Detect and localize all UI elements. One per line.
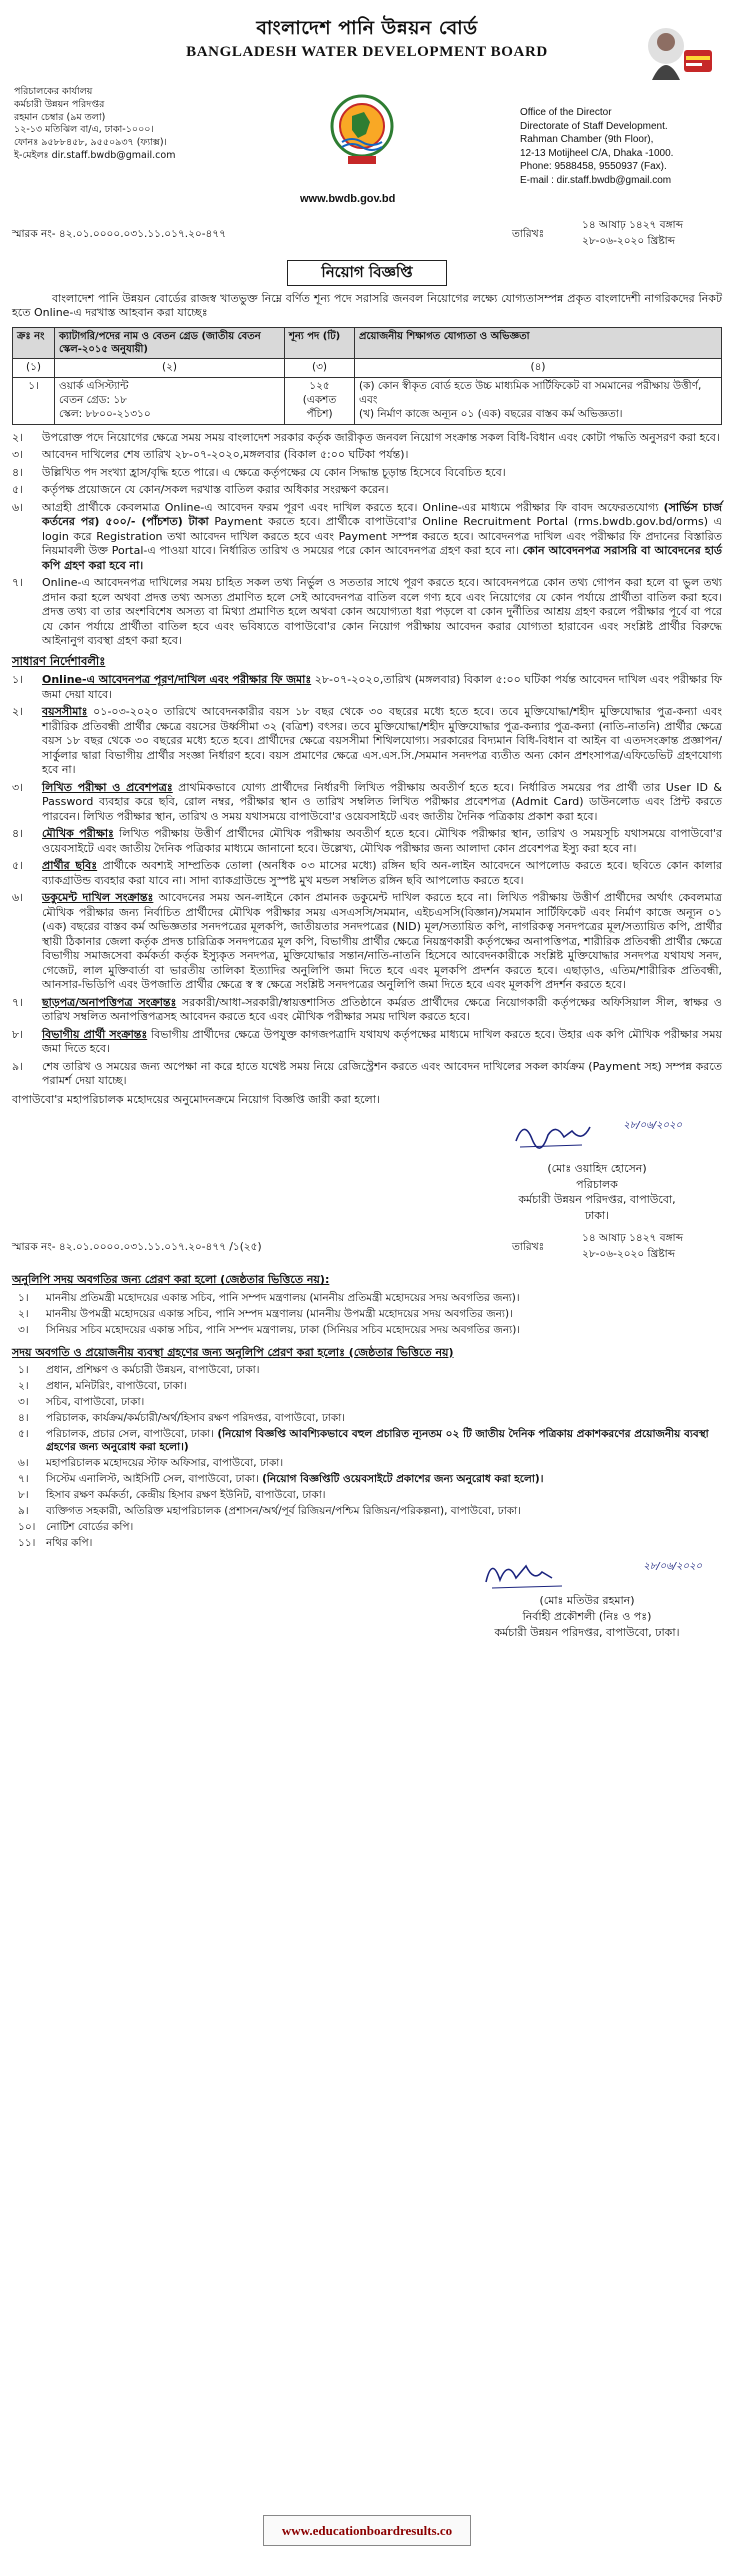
item-number: ৪।: [18, 1411, 29, 1424]
vacancy-words: (একশত পঁচিশ): [302, 393, 337, 420]
list-item: [12, 1364, 722, 1378]
item-heading: বয়সসীমাঃ: [42, 705, 88, 719]
address-line: ই-মেইলঃ dir.staff.bwdb@gmail.com: [14, 150, 176, 162]
org-name-bangla: বাংলাদেশ পানি উন্নয়ন বোর্ড: [256, 17, 478, 39]
item-body: প্রধান, প্রশিক্ষণ ও কর্মচারী উন্নয়ন, বাপাউবো, ঢাকা।: [46, 1364, 260, 1377]
item-text: [42, 781, 722, 825]
list-item: [12, 1537, 722, 1551]
item-number: ৯।: [12, 1059, 24, 1073]
item-number: ১।: [18, 1291, 29, 1304]
item-number: ২।: [18, 1307, 29, 1320]
watermark-text: www.educationboardresults.co: [263, 2515, 471, 2546]
signatory-title: পরিচালক: [576, 1177, 618, 1191]
item-text: [46, 1412, 722, 1426]
issue-dates: [582, 218, 683, 250]
list-item: [12, 1457, 722, 1471]
list-item: [12, 1060, 722, 1089]
cc-info-list: [12, 1292, 722, 1338]
item-body: নথির কপি।: [46, 1536, 93, 1549]
item-text: কর্তৃপক্ষ প্রয়োজনে যে কোন/সকল দরখাস্ত বাতিল করার অধিকার সংরক্ষণ করেন।: [42, 483, 389, 497]
post-name: ওয়ার্ক এসিস্ট্যান্ট: [59, 380, 129, 393]
item-text: [42, 1028, 722, 1057]
address-line: Office of the Director: [520, 107, 612, 118]
table-header-row: [13, 327, 722, 358]
address-line: Phone: 9588458, 9550937 (Fax).: [520, 161, 667, 172]
item-number: ৯।: [18, 1504, 29, 1517]
item-text: [46, 1473, 722, 1487]
item-heading: মৌখিক পরীক্ষাঃ: [42, 827, 114, 841]
item-number: ৭।: [12, 576, 24, 590]
list-item: [12, 1292, 722, 1306]
cc-info-title: অনুলিপি সদয় অবগতির জন্য প্রেরণ করা হলো (জেষ্ঠতার ভিত্তিতে নয়):: [12, 1273, 330, 1287]
main-conditions: [12, 431, 722, 649]
approval-line: বাপাউবো'র মহাপরিচালক মহোদয়ের অনুমোদনক্রমে নিয়োগ বিজ্ঞপ্তি জারী করা হলো।: [12, 1092, 380, 1106]
item-text: [46, 1489, 722, 1503]
list-item: [12, 1308, 722, 1322]
general-instructions: [12, 673, 722, 1089]
signatory: [472, 1561, 702, 1640]
item-number: ২।: [18, 1379, 29, 1392]
item-body: পরিচালক, প্রচার সেল, বাপাউবো, ঢাকা।: [46, 1427, 218, 1440]
item-body: ব্যক্তিগত সহকারী, অতিরিক্ত মহাপরিচালক (প্রশাসন/অর্থ/পূর্ব রিজিয়ন/পশ্চিম রিজিয়ন/পরিকল্পনা), বাপাউবো, ঢাকা।: [46, 1504, 521, 1517]
item-number: ২।: [12, 705, 24, 719]
pay-scale: স্কেল: ৮৮০০-২১৩১০: [59, 407, 151, 420]
item-text: মাননীয় উপমন্ত্রী মহোদয়ের একান্ত সচিব, পানি সম্পদ মন্ত্রণালয় (মাননীয় উপমন্ত্রী মহোদয়ের সদয় অবগতির জন্য)।: [46, 1307, 513, 1320]
list-item: [12, 1396, 722, 1410]
issue-dates: [582, 1231, 683, 1263]
reference-row: [12, 216, 722, 254]
list-item: [12, 673, 722, 702]
no-hardcopy-note: কোন আবেদনপত্র সরাসরি বা আবেদনের হার্ড কপি গ্রহণ করা হবে না।: [42, 544, 722, 572]
item-body: নোটিশ বোর্ডের কপি।: [46, 1520, 134, 1533]
date-bangla: ১৪ আষাঢ় ১৪২৭ বঙ্গাব্দ: [582, 219, 683, 231]
intro-paragraph: বাংলাদেশ পানি উন্নয়ন বোর্ডের রাজস্ব খাতভুক্ত নিম্নে বর্ণিত শূন্য পদে সরাসরি জনবল নিয়োগের লক্ষ্যে যোগ্যতাসম্পন্ন প্রকৃত বাংলাদেশী নাগরিকদের নিকট হতে Online-এ দরখাস্ত আহবান করা যাচ্ছেঃ: [12, 291, 722, 320]
list-item: [12, 1505, 722, 1519]
list-item: [12, 1380, 722, 1394]
item-text: [42, 859, 722, 888]
list-item: [12, 1473, 722, 1487]
item-text: [46, 1396, 722, 1410]
qualification-a: (ক) কোন স্বীকৃত বোর্ড হতে উচ্চ মাধ্যমিক সার্টিফিকেট বা সমমানের পরীক্ষায় উত্তীর্ণ, এবং: [359, 380, 702, 406]
signatory: [512, 1120, 682, 1223]
item-text: [42, 501, 722, 574]
notice-title: নিয়োগ বিজ্ঞপ্তি: [287, 260, 447, 286]
list-item: [12, 1521, 722, 1535]
item-number: ৫।: [18, 1427, 29, 1440]
item-number: ৩।: [12, 780, 24, 794]
address-line: কর্মচারী উন্নয়ন পরিদপ্তর: [14, 98, 105, 110]
list-item: [12, 1412, 722, 1426]
item-text: সিনিয়র সচিব মহোদয়ের একান্ত সচিব, পানি সম্পদ মন্ত্রণালয়, ঢাকা (সিনিয়র সচিব মহোদয়ের সদয় অবগতির জন্য)।: [46, 1323, 521, 1336]
item-number: ৩।: [12, 448, 24, 462]
list-item: [12, 1489, 722, 1503]
item-number: ১০।: [18, 1520, 36, 1533]
item-text-part: আগ্রহী প্রার্থীকে কেবলমাত্র Online-এ আবেদন ফরম পূরণ এবং দাখিল করতে হবে। Online-এর মাধ্যমে পরীক্ষার ফি বাবদ অফেরতযোগ্য: [42, 500, 664, 514]
item-text: [42, 1060, 722, 1089]
item-heading: Online-এ আবেদনপত্র পূরণ/দাখিল এবং পরীক্ষার ফি জমাঃ: [42, 673, 312, 687]
column-number: (৪): [355, 359, 722, 378]
office-address-bangla: [14, 86, 249, 163]
item-heading: লিখিত পরীক্ষা ও প্রবেশপত্রঃ: [42, 780, 173, 794]
website-url[interactable]: www.bwdb.gov.bd: [300, 193, 396, 205]
item-heading: বিভাগীয় প্রার্থী সংক্রান্তঃ: [42, 1027, 148, 1041]
cc-action-title: সদয় অবগতি ও প্রয়োজনীয় ব্যবস্থা গ্রহণের জন্য অনুলিপি প্রেরণ করা হলোঃ (জেষ্ঠতার ভিত্তিতে নয়): [12, 1345, 454, 1359]
item-body: পরিচালক, কার্যক্রম/কর্মচারী/অর্থ/হিসাব রক্ষণ পরিদপ্তর, বাপাউবো, ঢাকা।: [46, 1411, 345, 1424]
item-number: ৩।: [18, 1323, 29, 1336]
list-item: [12, 705, 722, 778]
table-subheader-row: [13, 359, 722, 378]
list-item: [12, 466, 722, 481]
memo-number: স্মারক নং- ৪২.০১.০০০০.০৩১.১১.০১৭.২০-৪৭৭ /১(২৫): [12, 1241, 262, 1254]
list-item: [12, 891, 722, 993]
list-item: [12, 1028, 722, 1057]
item-number: ১।: [12, 673, 24, 687]
qualification-cell: [355, 378, 722, 425]
item-text-part: Payment করতে হবে। প্রার্থীকে বাপাউবো'র Online Recruitment Portal (rms.bwdb.gov.bd/orms) এ login করে Registration তথা আবেদন দাখিল করতে হবে এবং Payment সম্পন্ন করতে হবে। আবেদনপত্র দাখিল এবং পরীক্ষার ফি প্রদানের বিস্তারিত নিয়মাবলী উক্ত Portal-এ পাওয়া যাবে। নির্ধারিত তারিখ ও সময়ের পরে কোন আবেদনপত্র গ্রহণ করা হবে না।: [42, 515, 722, 558]
item-body: আবেদনের সময় অন-লাইনে কোন প্রমানক ডকুমেন্ট দাখিল করতে হবে না। লিখিত পরীক্ষায় উত্তীর্ণ প্রার্থীদের অর্থাৎ কেবলমাত্র মৌখিক পরীক্ষার জন্য নির্বাচিত প্রার্থীদের মৌখিক পরীক্ষার সময় এসএসসি/সমমান, এইচএসসি(বিজ্ঞান)/সমমান সার্টিফিকেট এবং নির্মাণ কাজে অন্যূন ০১ (এক) বছরের বাস্তব কর্ম অভিজ্ঞতার সনদপত্রের মূলকপি, জাতীয়তার সনদপত্রের (NID) মূল/সত্যায়িত কপি, নাগরিকত্ব সনদপত্রের মূল/সত্যায়িত কপি, প্রার্থীর স্থায়ী ঠিকানার জেলা কর্তৃক প্রদত্ত চারিত্রিক সনদপত্রের মূল কপি, বিভাগীয় প্রার্থীর ক্ষেত্রে নিয়ন্ত্রণকারী কর্তৃপক্ষের অনাপত্তিপত্র, শারীরিক প্রতিবন্ধী প্রার্থীর ক্ষেত্রে বিভাগীয় সমাজসেবা কর্মকর্তা কর্তৃক ইস্যুকৃত সনদপত্র, মুক্তিযোদ্ধার সন্তান/নাতি-নাতনি হিসেবে আবেদনকারীকে সংশ্লিষ্ট মুক্তিযোদ্ধার সনদপত্র যথাযথ সনদ, গেজেট, লাল মুক্তিবার্তা বা ভারতীয় তালিকা ইত্যাদির অনুলিপি জমা দিতে হবে এবং মূলকপি প্রদর্শন করতে হবে। এছাড়াও, এতিম/শারীরিক প্রতিবন্ধী, আনসার-ভিডিপি এবং উপজাতি প্রার্থীর ক্ষেত্রে স্ব স্ব ক্ষেত্রে সংশ্লিষ্ট সনদপত্রের অনুলিপি জমা দিতে হবে এবং মূলকপি প্রদর্শন করতে হবে।: [42, 891, 722, 992]
signatory-name: (মোঃ মতিউর রহমান): [539, 1593, 635, 1607]
item-text: [42, 705, 722, 778]
signature-date: ২৮/০৬/২০২০: [643, 1561, 702, 1573]
item-text: [42, 827, 722, 856]
letterhead: [12, 16, 722, 205]
address-line: E-mail : dir.staff.bwdb@gmail.com: [520, 174, 672, 186]
item-text: উপরোক্ত পদে নিয়োগের ক্ষেত্রে সময় সময় বাংলাদেশ সরকার কর্তৃক জারীকৃত জনবল নিয়োগ সংক্রান্ত সকল বিধি-বিধান এবং কোটা পদ্ধতি অনুসরণ করা হবে।: [42, 430, 720, 444]
item-heading: প্রার্থীর ছবিঃ: [42, 859, 98, 873]
item-text: [46, 1380, 722, 1394]
item-text: [46, 1364, 722, 1378]
date-label: তারিখঃ: [512, 1241, 545, 1254]
list-item: [12, 859, 722, 888]
item-number: ৬।: [12, 891, 24, 905]
address-line: পরিচালকের কার্যালয়: [14, 86, 93, 97]
column-header: শূন্য পদ (টি): [285, 327, 355, 358]
address-line: ফোনঃ ৯৫৮৮৪৫৮, ৯৫৫০৯৩৭ (ফ্যাক্স)।: [14, 137, 167, 149]
reference-row-copy: [12, 1229, 722, 1265]
item-body: প্রার্থীকে অবশ্যই সাম্প্রতিক তোলা (অনধিক ০৩ মাসের মধ্যে) রঙ্গিন ছবি অন-লাইন আবেদনে আপলোড করতে হবে। ছবিতে কোন কালার ব্যাকগ্রাউন্ড ব্যবহার করা যাবে না। সাদা ব্যাকগ্রাউন্ডে সুস্পষ্ট মুখ মন্ডল সম্বলিত রঙ্গিন ছবি আপলোড করতে হবে।: [42, 859, 722, 887]
list-item: [12, 827, 722, 856]
item-number: ৬।: [12, 500, 24, 514]
list-item: [12, 501, 722, 574]
item-body: সিস্টেম এনালিস্ট, আইসিটি সেল, বাপাউবো, ঢাকা।: [46, 1473, 263, 1486]
item-number: ৭।: [18, 1473, 29, 1486]
list-item: [12, 576, 722, 649]
item-heading: ছাড়পত্র/অনাপত্তিপত্র সংক্রান্তঃ: [42, 995, 177, 1009]
item-text: [46, 1428, 722, 1456]
date-bangla: ১৪ আষাঢ় ১৪২৭ বঙ্গাব্দ: [582, 1232, 683, 1245]
item-body: ০১-০৩-২০২০ তারিখে আবেদনকারীর বয়স ১৮ বছর থেকে ৩০ বছরের মধ্যে হতে হবে। তবে মুক্তিযোদ্ধা/শহীদ মুক্তিযোদ্ধার পুত্র-কন্যা এবং শারীরিক প্রতিবন্ধী প্রার্থীর ক্ষেত্রে বয়সের উর্ধ্বসীমা ৩২ (বত্রিশ) বৎসর। তবে মুক্তিযোদ্ধা/শহীদ মুক্তিযোদ্ধার পুত্র-কন্যার পুত্র-কন্যা (নাতি-নাতনি) প্রার্থীর ক্ষেত্রে বয়স ১৮ বছর থেকে ৩০ বছরের মধ্যে হতে হবে। প্রার্থীদের ক্ষেত্রে বয়সসীমা শিথিলযোগ্য। সরকারের বিদ্যমান বিধি-বিধান বা আইন বা এতদসংক্রান্ত প্রজ্ঞাপন/সার্কুলার দ্বারা বিভাগীয় প্রার্থীর সংজ্ঞা নির্ধারণ হবে। বয়স প্রমাণের ক্ষেত্রে এস.এস.সি./সমমান সনদপত্র ব্যতীত অন্য কোন প্রশংসাপত্র/এফিডেভিট গ্রহণযোগ্য হবে না।: [42, 705, 722, 777]
item-number: ১।: [18, 1364, 29, 1377]
item-body: লিখিত পরীক্ষায় উত্তীর্ণ প্রার্থীদের মৌখিক পরীক্ষায় অবতীর্ণ হতে হবে। মৌখিক পরীক্ষার স্থান, তারিখ ও সময়সূচি যথাসময়ে বাপাউবো'র ওয়েবসাইটে এবং জাতীয় দৈনিক পত্রিকার মাধ্যমে জানানো হবে। উল্লেখ্য, মৌখিক পরীক্ষার জন্য আলাদা কোন প্রবেশপত্র ইস্যু করা হবে না।: [42, 827, 723, 855]
item-number: ৮।: [18, 1488, 29, 1501]
list-item: [12, 448, 722, 463]
address-line: ১২-১৩ মতিঝিল বা/এ, ঢাকা-১০০০।: [14, 124, 154, 136]
item-body: শেষ তারিখ ও সময়ের জন্য অপেক্ষা না করে হাতে যথেষ্ট সময় নিয়ে রেজিস্ট্রেশন করতে এবং আবেদন দাখিলের সকল কার্যক্রম (Payment সহ) সম্পন্ন করতে পরামর্শ দেয়া যাচ্ছে।: [42, 1059, 722, 1088]
column-number: (২): [55, 359, 285, 378]
fee-amount: (সার্ভিস চার্জ কর্তনের পর) ৫০০/- (পাঁচশত) টাকা: [42, 500, 722, 529]
vacancy-count: ১২৫: [309, 380, 330, 393]
signatory-office: কর্মচারী উন্নয়ন পরিদপ্তর, বাপাউবো, ঢাকা।: [494, 1625, 680, 1639]
list-item: [12, 996, 722, 1025]
item-body: সচিব, বাপাউবো, ঢাকা।: [46, 1395, 145, 1408]
memo-number: স্মারক নং- ৪২.০১.০০০০.০৩১.১১.০১৭.২০-৪৭৭: [12, 228, 227, 240]
item-number: ২।: [12, 430, 24, 444]
item-body: প্রাথমিকভাবে যোগ্য প্রার্থীদের নির্ধারণী লিখিত পরীক্ষায় অবতীর্ণ হতে হবে। নির্ধারিত সময়ের পর প্রার্থী তার User ID & Password ব্যবহার করে ছবি, রোল নম্বর, পরীক্ষার স্থান ও তারিখ সম্বলিত লিখিত পরীক্ষার প্রবেশপত্র (Admit Card) ডাউনলোড এবং প্রিন্ট করতে পারবেন। লিখিত পরীক্ষার স্থান, তারিখ ও সময় যথাসময়ে বাপাউবো'র ওয়েবসাইটে এবং জাতীয় দৈনিক পত্রিকায় প্রকাশ করা হবে।: [42, 780, 722, 823]
list-item: [12, 431, 722, 446]
table-row: [13, 378, 722, 425]
item-body: হিসাব রক্ষণ কর্মকর্তা, কেন্দ্রীয় হিসাব রক্ষণ ইউনিট, বাপাউবো, ঢাকা।: [46, 1488, 326, 1501]
vacancy-table: [12, 327, 722, 425]
address-line: Directorate of Staff Development.: [520, 120, 668, 132]
vacancy-cell: [285, 378, 355, 425]
column-header: প্রয়োজনীয় শিক্ষাগত যোগ্যতা ও অভিজ্ঞতা: [355, 327, 722, 358]
column-number: (১): [13, 359, 55, 378]
item-number: ১১।: [18, 1536, 36, 1549]
source-watermark: [0, 2515, 734, 2546]
item-text: আবেদন দাখিলের শেষ তারিখ ২৮-০৭-২০২০,মঙ্গলবার (বিকাল ৫:০০ ঘটিকা পর্যন্ত)।: [42, 448, 409, 462]
item-number: ৪।: [12, 465, 24, 479]
date-english: ২৮-০৬-২০২০ খ্রিষ্টাব্দ: [582, 1248, 676, 1261]
column-header: ক্যাটাগরি/পদের নাম ও বেতন গ্রেড (জাতীয় বেতন স্কেল-২০১৫ অনুযায়ী): [55, 327, 285, 358]
column-number: (৩): [285, 359, 355, 378]
signatory-name: (মোঃ ওয়াহিদ হোসেন): [547, 1162, 647, 1176]
item-text: [42, 996, 722, 1025]
address-line: রহমান চেম্বার (৯ম তলা): [14, 111, 106, 123]
date-english: ২৮-০৬-২০২০ খ্রিষ্টাব্দ: [582, 234, 676, 247]
engineer-signature-block: [12, 1552, 722, 1652]
cc-action-list: [12, 1364, 722, 1550]
item-text: [46, 1537, 722, 1551]
list-item: [12, 1324, 722, 1338]
column-header: ক্রঃ নং: [13, 327, 55, 358]
item-text: [42, 891, 722, 993]
list-item: [12, 483, 722, 498]
item-number: ৫।: [12, 483, 24, 497]
item-number: ৮।: [12, 1027, 24, 1041]
item-number: ৫।: [12, 859, 24, 873]
address-line: Rahman Chamber (9th Floor),: [520, 134, 654, 145]
post-cell: [55, 378, 285, 425]
signatory-title: নির্বাহী প্রকৌশলী (নিঃ ও পঃ): [522, 1609, 652, 1623]
item-heading: ডকুমেন্ট দাখিল সংক্রান্তঃ: [42, 891, 154, 905]
pay-grade: বেতন গ্রেড: ১৮: [59, 393, 127, 406]
item-text: [42, 673, 722, 702]
signature-date: ২৮/০৬/২০২০: [623, 1120, 682, 1132]
qualification-b: (খ) নির্মাণ কাজে অন্যূন ০১ (এক) বছরের বাস্তব কর্ম অভিজ্ঞতা।: [359, 407, 623, 420]
address-line: 12-13 Motijheel C/A, Dhaka -1000.: [520, 147, 674, 159]
item-number: ৪।: [12, 827, 24, 841]
item-number: ৩।: [18, 1395, 29, 1408]
item-body: ২৮-০৭-২০২০,তারিখ (মঙ্গলবার) বিকাল ৫:০০ ঘটিকা পর্যন্ত আবেদন দাখিল এবং পরীক্ষার ফি জমা দেয়া যাবে।: [42, 673, 722, 701]
serial-cell: ১।: [13, 378, 55, 425]
list-item: [12, 781, 722, 825]
item-body: মহাপরিচালক মহোদয়ের স্টাফ অফিসার, বাপাউবো, ঢাকা।: [46, 1457, 284, 1470]
list-item: [12, 1428, 722, 1456]
item-body: বিভাগীয় প্রার্থীদের ক্ষেত্রে উপযুক্ত কাগজপত্রাদি যথাযথ কর্তৃপক্ষের মাধ্যমে দাখিল করতে হবে। উহার এক কপি মৌখিক পরীক্ষার সময় জমা দিতে হবে।: [42, 1027, 722, 1056]
item-text: মাননীয় প্রতিমন্ত্রী মহোদয়ের একান্ত সচিব, পানি সম্পদ মন্ত্রণালয় (মাননীয় প্রতিমন্ত্রী মহোদয়ের সদয় অবগতির জন্য)।: [46, 1291, 520, 1304]
item-body: প্রধান, মনিটরিং, বাপাউবো, ঢাকা।: [46, 1379, 187, 1392]
signatory-office: কর্মচারী উন্নয়ন পরিদপ্তর, বাপাউবো, ঢাকা।: [518, 1193, 676, 1222]
org-name-english: BANGLADESH WATER DEVELOPMENT BOARD: [186, 44, 548, 61]
bwdb-logo-icon: [330, 94, 394, 166]
date-label: তারিখঃ: [512, 228, 545, 240]
item-text: [46, 1505, 722, 1519]
item-body: সরকারী/আধা-সরকারী/স্বায়ত্তশাসিত প্রতিষ্ঠানে কর্মরত প্রার্থীদের ক্ষেত্রে নিয়োগকারী কর্তৃপক্ষের অফিসিয়াল সীল, স্বাক্ষর ও তারিখ সম্বলিত অনাপত্তিপত্রসহ আবেদন করতে হবে এবং মৌখিক পরীক্ষার সময় দাখিল করতে হবে।: [42, 995, 722, 1024]
item-number: ৬।: [18, 1457, 29, 1470]
item-text: Online-এ আবেদনপত্র দাখিলের সময় চাহিত সকল তথ্য নির্ভুল ও সততার সাথে পূরণ করতে হবে। আবেদনপত্রে কোন তথ্য গোপন করা হলে বা ভুল তথ্য প্রদান করা হলে অথবা প্রদত্ত তথ্য অসত্য প্রমাণিত হলে সেই আবেদনপত্র বাতিল বলে গণ্য হবে এবং নিয়োগের যে কোন পর্যায়ে প্রার্থীতা বাতিল করা হবে। প্রদত্ত তথ্য বা তার অংশবিশেষ অসত্য বা মিথ্যা প্রমাণিত হলে অথবা কোন অযোগ্যতা ধরা পড়লে বা কোন দুর্নীতির আশ্রয় গ্রহণ করলে পরীক্ষার পূর্বে বা পরে যে কোন পর্যায়ে প্রার্থীতা বাতিল হবে এবং ভবিষ্যতে বাপাউবো'র কোন নিয়োগ পরীক্ষায় আবেদন করার যোগ্যতা হারাবেন এবং সংশ্লিষ্ট প্রার্থীর বিরুদ্ধে আইনানুগ ব্যবস্থা গ্রহণ করা হবে।: [42, 576, 722, 648]
item-text: উল্লিখিত পদ সংখ্যা হ্রাস/বৃদ্ধি হতে পারে। এ ক্ষেত্রে কর্তৃপক্ষের যে কোন সিদ্ধান্ত চূড়ান্ত হিসেবে বিবেচিত হবে।: [42, 465, 506, 479]
office-address-english: [520, 106, 720, 187]
director-signature-block: [12, 1113, 722, 1223]
general-instructions-title: সাধারণ নির্দেশাবলীঃ: [12, 653, 106, 668]
item-text: [46, 1457, 722, 1471]
item-note: (নিয়োগ বিজ্ঞপ্তি আবশ্যিকভাবে বহুল প্রচারিত ন্যূনতম ০২ টি জাতীয় দৈনিক পত্রিকায় প্রকাশকরণের প্রয়োজনীয় ব্যবস্থা গ্রহণের জন্য অনুরোধ করা হলো।): [46, 1427, 709, 1454]
mujib-year-emblem-icon: [642, 20, 716, 90]
item-text: [46, 1521, 722, 1535]
item-number: ৭।: [12, 995, 24, 1009]
item-note: (নিয়োগ বিজ্ঞপ্তিটি ওয়েবসাইটে প্রকাশের জন্য অনুরোধ করা হলো)।: [262, 1473, 544, 1486]
